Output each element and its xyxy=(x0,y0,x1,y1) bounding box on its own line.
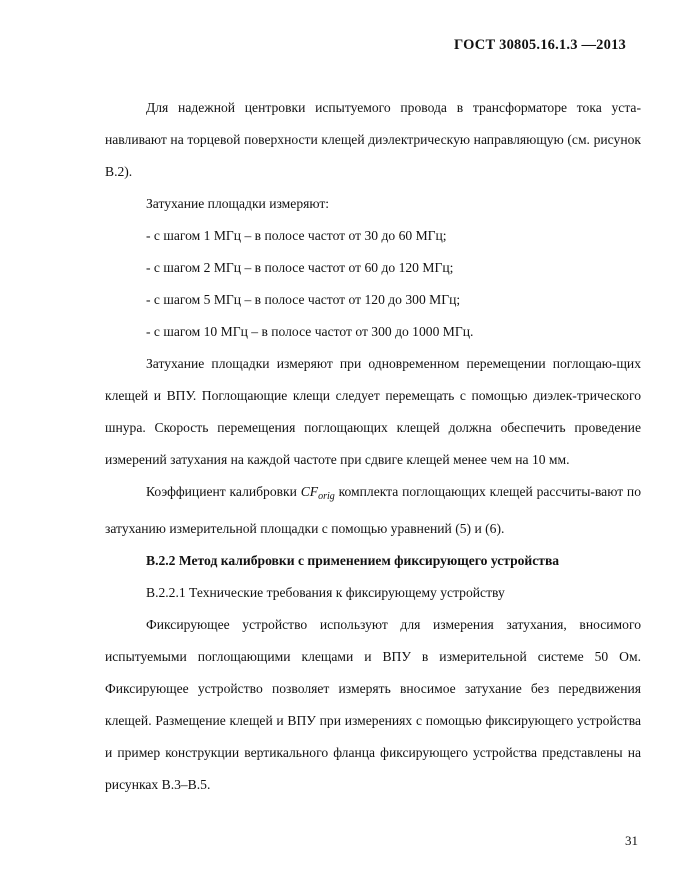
cf-symbol: CF xyxy=(300,484,319,499)
cf-text-post: комплекта поглощающих клещей рассчиты-вают по затуханию измерительной площадки с помощью уравнений (5) и (6). xyxy=(105,484,642,536)
cf-text-pre: Коэффициент калибровки xyxy=(146,484,301,499)
paragraph-fixture: Фиксирующее устройство используют для измерения затухания, вносимого испытуемыми поглощающими клещами и ВПУ в измерительной системе 50 Ом. Фиксирующее устройство позволяет измерять вносимое затухание без передвижения клещей. Размещение клещей и ВПУ при измерениях с помощью фиксирующего устройства и пример конструкции вертикального фланца фиксирующего устройства представлены на рисунках В.3–В.5. xyxy=(105,617,641,792)
list-item: - с шагом 2 МГц – в полосе частот от 60 до 120 МГц; xyxy=(146,260,454,275)
list-item: - с шагом 5 МГц – в полосе частот от 120 до 300 МГц; xyxy=(146,292,461,307)
list-item: - с шагом 1 МГц – в полосе частот от 30 до 60 МГц; xyxy=(146,228,447,243)
section-heading: В.2.2 Метод калибровки с применением фиксирующего устройства xyxy=(146,553,560,568)
list-item: - с шагом 10 МГц – в полосе частот от 300 до 1000 МГц. xyxy=(146,324,474,339)
paragraph-attenuation-intro: Затухание площадки измеряют: xyxy=(146,196,330,211)
subsection-title: В.2.2.1 Технические требования к фиксирующему устройству xyxy=(146,585,505,600)
paragraph-measurement: Затухание площадки измеряют при одновременном перемещении поглощаю-щих клещей и ВПУ. Поглощающие клещи следует перемещать с помощью диэлек-трического шнура. Скорость перемещения поглощающих клещей должна обеспечить проведение измерений затухания на каждой частоте при сдвиге клещей менее чем на 10 мм. xyxy=(105,356,641,467)
cf-subscript: orig xyxy=(318,491,335,502)
paragraph-guide: Для надежной центровки испытуемого провода в трансформаторе тока уста-навливают на торцевой поверхности клещей диэлектрическую направляющую (см. рисунок В.2). xyxy=(105,100,641,179)
body-text xyxy=(105,92,641,801)
paragraph-calibration-factor xyxy=(105,476,641,545)
document-header: ГОСТ 30805.16.1.3 —2013 xyxy=(454,37,626,53)
page-number: 31 xyxy=(625,833,638,848)
